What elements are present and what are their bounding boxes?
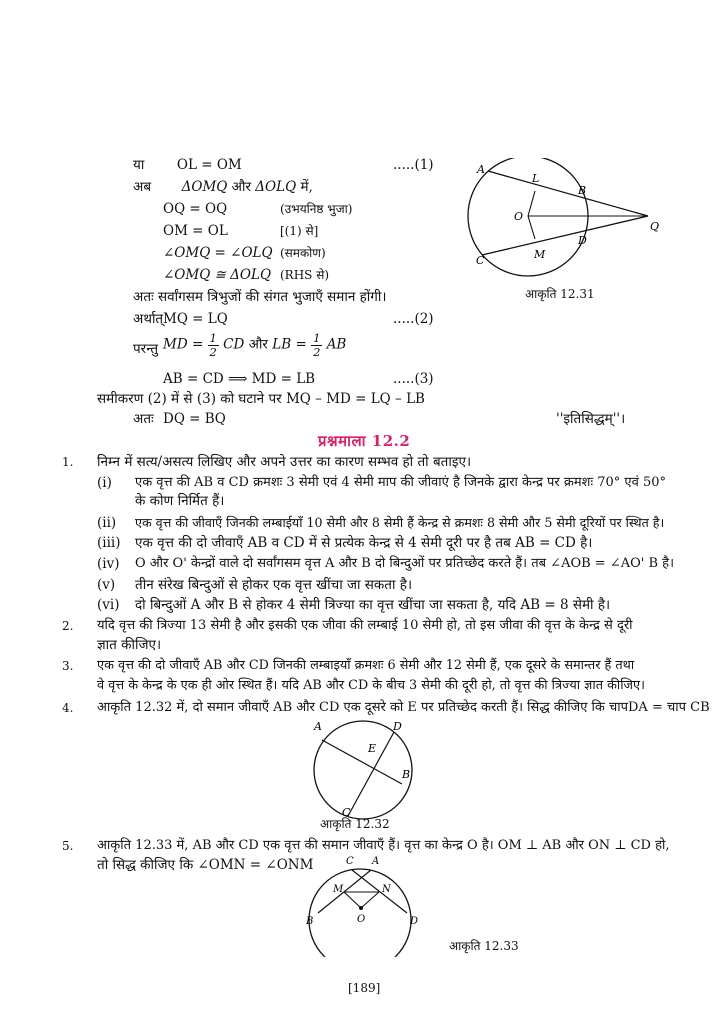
q1-item-iv-text: O और O' केन्द्रों वाले दो सर्वांगसम वृत्त A और B दो बिन्दुओं पर प्रतिच्छेद करते हैं। तब ∠AOB = ∠AO' B है। xyxy=(135,556,674,571)
q3-text: एक वृत्त की दो जीवाएँ AB और CD जिनकी लम्बाइयाँ क्रमशः 6 सेमी और 12 सेमी हैं, एक दूसरे के समान्तर हैं तथा xyxy=(97,658,635,673)
fig31-line-om xyxy=(528,216,535,239)
q3-text-2: वे वृत्त के केन्द्र के एक ही ओर स्थित हैं। यदि AB और CD के बीच 3 सेमी की दूरी हो, तो वृत्त की त्रिज्या ज्ञात कीजिए। xyxy=(97,678,645,693)
iti-siddham: ''इतिसिद्धम्''। xyxy=(556,411,626,427)
q2-text: यदि वृत्त की त्रिज्या 13 सेमी है और इसकी एक जीवा की लम्बाई 10 सेमी हो, तो इस जीवा की वृत्त के केन्द्र से दूरी xyxy=(97,618,633,633)
fig31-label-l: L xyxy=(532,172,540,185)
q1-item-vi-num: (vi) xyxy=(97,597,120,613)
q4-text: आकृति 12.32 में, दो समान जीवाएँ AB और CD एक दूसरे को E पर प्रतिच्छेद करती हैं। सिद्ध कीजिए कि चापDA = चाप CB xyxy=(97,700,710,715)
fig32-label-c: C xyxy=(342,806,351,819)
fig33-label-d: D xyxy=(410,916,419,927)
word-aur-2: और xyxy=(248,336,268,353)
page-number: [189] xyxy=(348,981,381,995)
q4-number: 4. xyxy=(62,701,74,715)
word-arthat: अर्थात् xyxy=(133,311,164,327)
reason-common-side: (उभयनिष्ठ भुजा) xyxy=(280,202,353,216)
md-equals: MD = xyxy=(163,336,204,353)
step-om-ol: OM = OL xyxy=(163,223,228,239)
reason-from-1: [(1) से] xyxy=(280,224,319,238)
q1-item-iii-text: एक वृत्त की दो जीवाएँ AB व CD में से प्रत्येक केन्द्र से 4 सेमी दूरी पर है तब AB = CD है। xyxy=(135,535,593,551)
fig32-caption: आकृति 12.32 xyxy=(320,817,390,831)
q1-item-ii-text: एक वृत्त की जीवाएँ जिनकी लम्बाईयाँ 10 सेमी और 8 सेमी हैं केन्द्र से क्रमशः 8 सेमी और 5 सेमी दूरियों पर स्थित है। xyxy=(135,515,665,530)
word-mein: में, xyxy=(300,179,313,195)
q5-text-2: तो सिद्ध कीजिए कि ∠OMN = ∠ONM xyxy=(97,857,314,873)
ab-term: AB xyxy=(326,336,347,353)
figure-12-32 xyxy=(300,716,430,820)
q1-item-ii-num: (ii) xyxy=(97,515,117,531)
q5-text: आकृति 12.33 में, AB और CD एक वृत्त की समान जीवाएँ हैं। वृत्त का केन्द्र O है। OM ⊥ AB और ON ⊥ CD हो, xyxy=(97,838,670,853)
fig33-label-m: M xyxy=(333,884,344,895)
fig31-line-ol xyxy=(528,191,535,216)
fig32-label-d: D xyxy=(393,720,402,733)
proof-line-2 xyxy=(133,180,313,196)
fig33-label-b: B xyxy=(306,916,314,927)
fig31-caption: आकृति 12.31 xyxy=(525,287,595,301)
fig33-label-c: C xyxy=(346,856,354,867)
q1-item-v-num: (v) xyxy=(97,577,116,593)
eq-dq-bq: DQ = BQ xyxy=(163,411,226,427)
fig33-caption: आकृति 12.33 xyxy=(449,939,519,953)
eq-md-lb-halves xyxy=(163,332,346,358)
q1-item-vi-text: दो बिन्दुओं A और B से होकर 4 सेमी त्रिज्या का वृत्त खींचा जा सकता है, यदि AB = 8 सेमी है। xyxy=(135,597,611,613)
fig33-label-n: N xyxy=(382,884,391,895)
fig31-label-q: Q xyxy=(650,220,660,233)
eq-ab-cd-md-lb: AB = CD ⟹ MD = LB xyxy=(163,371,316,387)
q3-number: 3. xyxy=(62,659,74,673)
eq-tag-3: .....(3) xyxy=(393,371,434,387)
q1-item-v-text: तीन संरेख बिन्दुओं से होकर एक वृत्त खींचा जा सकता है। xyxy=(135,577,413,593)
q1-item-i-text: एक वृत्त की AB व CD क्रमशः 3 सेमी एवं 4 सेमी माप की जीवाएं है जिनके द्वारा केन्द्र पर क्रमशः 70° एवं 50° xyxy=(135,475,667,490)
fig33-center-dot xyxy=(359,906,363,910)
q1-item-iv-num: (iv) xyxy=(97,556,120,572)
fig31-label-a: A xyxy=(477,163,485,176)
fig31-label-d: D xyxy=(578,234,587,247)
proof-line-1 xyxy=(133,158,242,174)
q2-number: 2. xyxy=(62,619,74,633)
fig31-label-m: M xyxy=(534,248,546,261)
eq-mq-lq: MQ = LQ xyxy=(163,311,228,327)
fig32-label-a: A xyxy=(314,720,322,733)
eq-ol-om: OL = OM xyxy=(176,157,242,173)
word-aur: और xyxy=(231,179,251,195)
q1-item-i-num: (i) xyxy=(97,475,112,491)
fig33-label-o: O xyxy=(357,914,366,925)
fig31-label-o: O xyxy=(514,210,524,223)
fig31-line-aq xyxy=(488,171,648,216)
eq-tag-1: .....(1) xyxy=(393,157,434,173)
step-angle-equal: ∠OMQ = ∠OLQ xyxy=(163,245,273,261)
figure-12-33 xyxy=(300,852,430,957)
q1-text: निम्न में सत्य/असत्य लिखिए और अपने उत्तर का कारण सम्भव हो तो बताइए। xyxy=(97,454,472,470)
q2-text-2: ज्ञात कीजिए। xyxy=(97,637,162,653)
fig32-label-e: E xyxy=(368,742,377,755)
fig31-label-b: B xyxy=(578,184,587,197)
fig32-chord-ab xyxy=(322,740,402,784)
cd-term: CD xyxy=(223,336,245,353)
fig31-label-c: C xyxy=(476,254,485,267)
exercise-title: प्रश्नमाला 12.2 xyxy=(318,432,411,450)
fig33-label-a: A xyxy=(372,856,380,867)
reason-right-angle: (समकोण) xyxy=(280,246,326,260)
figure-12-31 xyxy=(462,158,667,288)
fig33-line-no xyxy=(361,892,379,908)
fig31-line-cq xyxy=(482,216,648,255)
word-parantu: परन्तु xyxy=(133,341,159,357)
fig33-circle xyxy=(309,869,411,957)
step-oq-oq: OQ = OQ xyxy=(163,201,228,217)
q1-item-i-text-2: के कोण निर्मित हैं। xyxy=(135,493,225,509)
lb-equals: LB = xyxy=(272,336,307,353)
fraction-half-1: $\frac{1}{2}$ xyxy=(209,331,217,359)
word-atah: अतः xyxy=(133,411,154,427)
fraction-half-2: $\frac{1}{2}$ xyxy=(313,331,321,359)
step-congruent: ∠OMQ ≅ ΔOLQ xyxy=(163,267,272,283)
eq-tag-2: .....(2) xyxy=(393,311,434,327)
triangle-omq: ΔOMQ xyxy=(181,179,228,195)
word-ya: या xyxy=(133,157,145,173)
q1-item-iii-num: (iii) xyxy=(97,535,121,551)
proof-subtract-line: समीकरण (2) में से (3) को घटाने पर MQ – MD = LQ – LB xyxy=(97,391,425,407)
triangle-olq: ΔOLQ xyxy=(255,179,297,195)
proof-line-conclusion: अतः सर्वांगसम त्रिभुजों की संगत भुजाएँ समान होंगी। xyxy=(133,289,387,305)
fig32-label-b: B xyxy=(402,768,411,781)
q1-number: 1. xyxy=(62,455,74,469)
fig33-line-mo xyxy=(344,892,361,908)
word-ab: अब xyxy=(133,179,152,195)
fig32-circle xyxy=(314,721,412,819)
q5-number: 5. xyxy=(62,839,74,853)
reason-rhs: (RHS से) xyxy=(280,268,330,282)
